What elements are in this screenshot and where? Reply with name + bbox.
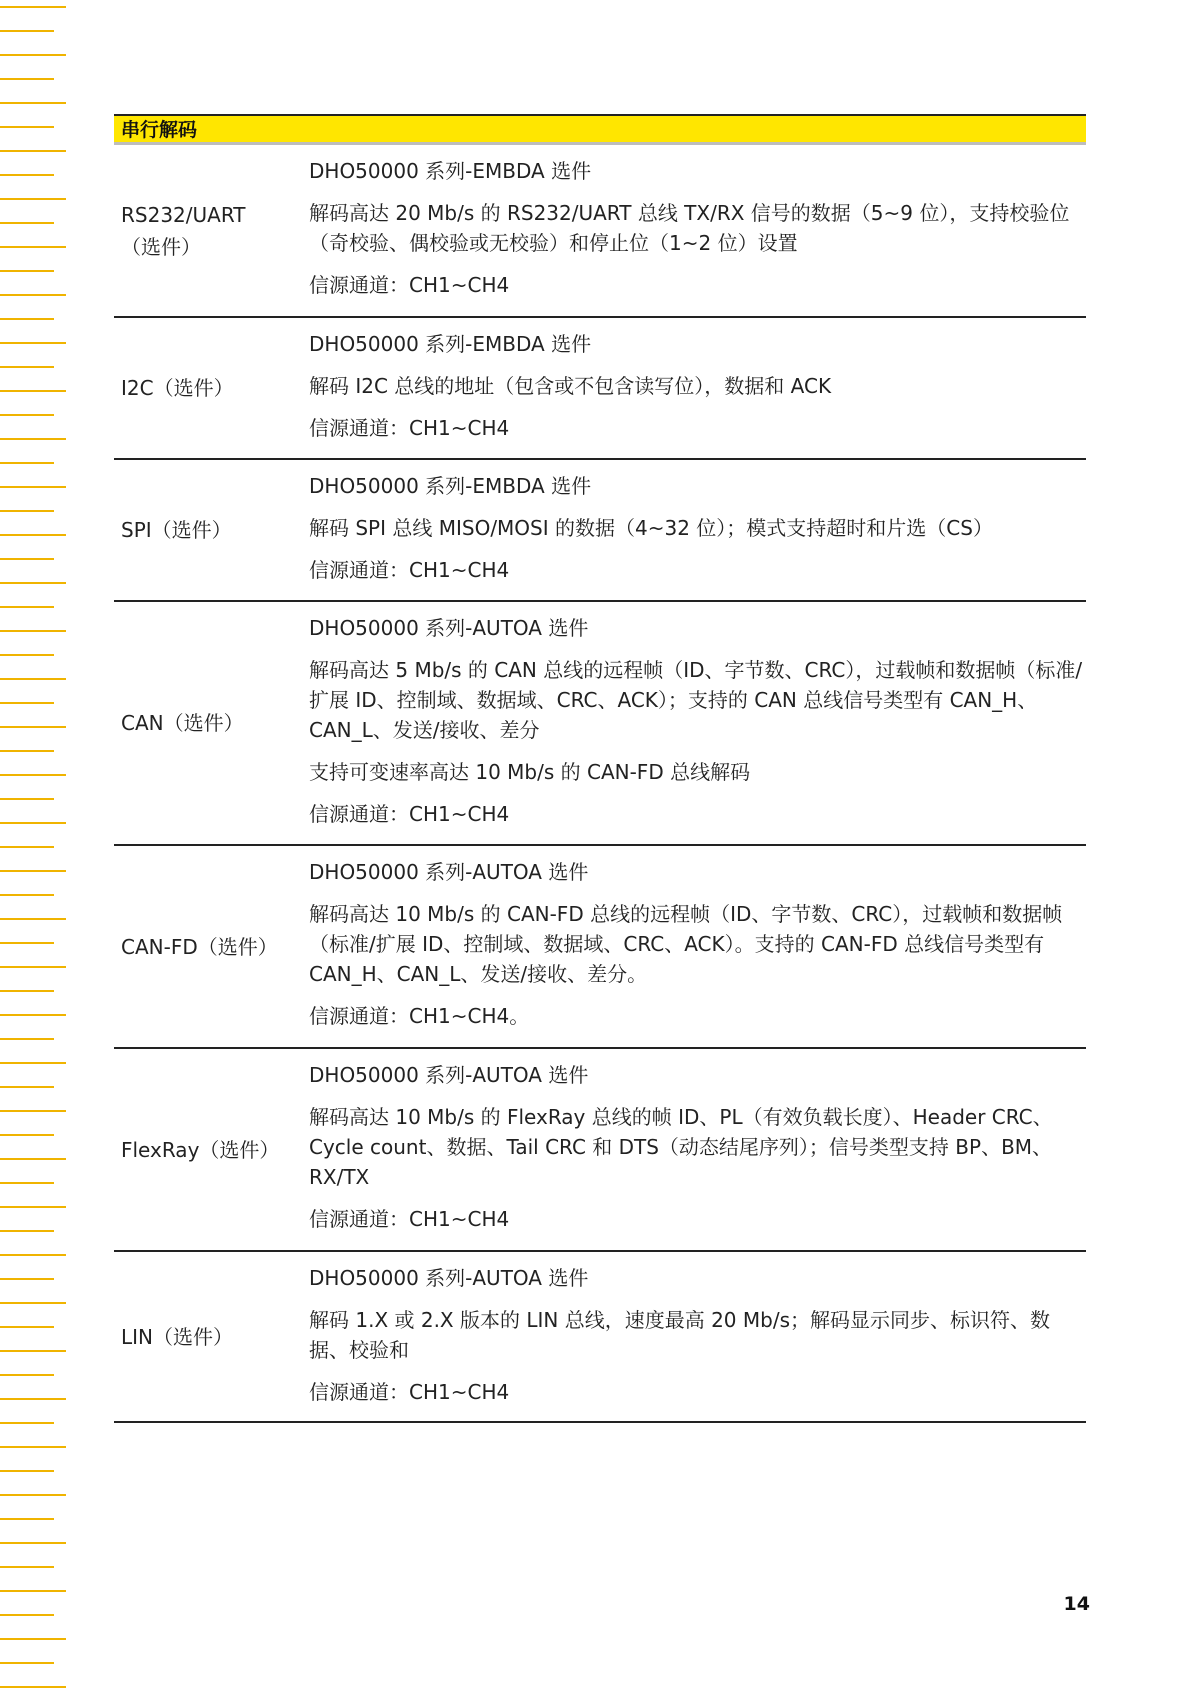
table-row [114, 1049, 1086, 1252]
margin-stripe [0, 270, 54, 272]
margin-stripe [0, 102, 66, 104]
margin-stripe [0, 30, 54, 32]
row-label-text [121, 514, 232, 546]
margin-stripe [0, 1374, 54, 1376]
margin-stripe [0, 1542, 66, 1544]
margin-stripe [0, 1662, 54, 1664]
row-paragraph: 信源通道：CH1~CH4 [309, 558, 510, 582]
row-label [114, 460, 309, 600]
row-paragraph: 信源通道：CH1~CH4 [309, 273, 510, 297]
margin-stripe [0, 630, 66, 632]
row-label-text [121, 1134, 279, 1166]
section-header: 串行解码 [114, 114, 1086, 145]
row-description [309, 1252, 1086, 1421]
margin-stripe [0, 1182, 54, 1184]
margin-stripe [0, 582, 66, 584]
row-label-line: RS232/UART [121, 202, 246, 227]
margin-stripe [0, 414, 54, 416]
margin-stripe [0, 6, 66, 8]
margin-stripe [0, 1014, 66, 1016]
margin-stripe [0, 558, 54, 560]
row-label [114, 602, 309, 844]
row-paragraph: DHO50000 系列-AUTOA 选件 [309, 1063, 589, 1087]
margin-stripe [0, 702, 54, 704]
row-paragraph: 解码高达 5 Mb/s 的 CAN 总线的远程帧（ID、字节数、CRC），过载帧和数据帧（标准/扩展 ID、控制域、数据域、CRC、ACK）；支持的 CAN 总线信号类型有 CAN_H、CAN_L、发送/接收、差分 [309, 658, 1083, 742]
margin-stripe [0, 126, 54, 128]
row-paragraph: 信源通道：CH1~CH4 [309, 1380, 510, 1404]
row-label-line: SPI（选件） [121, 518, 232, 542]
row-label-text [121, 707, 244, 739]
row-paragraph: DHO50000 系列-EMBDA 选件 [309, 159, 592, 183]
margin-stripe [0, 1470, 54, 1472]
row-paragraph: 信源通道：CH1~CH4 [309, 802, 510, 826]
margin-stripe [0, 894, 54, 896]
row-description [309, 846, 1086, 1047]
margin-stripe [0, 1062, 66, 1064]
margin-stripe [0, 1494, 66, 1496]
margin-stripe [0, 822, 66, 824]
row-label-text [121, 372, 234, 404]
row-paragraph: 信源通道：CH1~CH4。 [309, 1004, 530, 1028]
row-label [114, 1252, 309, 1421]
margin-stripe [0, 726, 66, 728]
margin-stripe [0, 966, 66, 968]
row-paragraph: DHO50000 系列-EMBDA 选件 [309, 474, 592, 498]
spec-rows [114, 145, 1086, 1423]
margin-stripe [0, 1326, 54, 1328]
row-paragraph: DHO50000 系列-AUTOA 选件 [309, 860, 589, 884]
margin-stripe [0, 1446, 66, 1448]
margin-stripe [0, 198, 66, 200]
row-label [114, 318, 309, 458]
table-row [114, 145, 1086, 318]
row-label [114, 1049, 309, 1250]
margin-stripe [0, 1254, 66, 1256]
margin-stripe [0, 174, 54, 176]
margin-stripe [0, 510, 54, 512]
margin-stripe [0, 606, 54, 608]
margin-stripe [0, 870, 66, 872]
row-paragraph: 解码 1.X 或 2.X 版本的 LIN 总线，速度最高 20 Mb/s；解码显示同步、标识符、数据、校验和 [309, 1308, 1050, 1362]
row-paragraph: DHO50000 系列-AUTOA 选件 [309, 1266, 589, 1290]
row-paragraph: 解码高达 10 Mb/s 的 FlexRay 总线的帧 ID、PL（有效负载长度）、Header CRC、Cycle count、数据、Tail CRC 和 DTS（动态结尾序列）；信号类型支持 BP、BM、RX/TX [309, 1105, 1053, 1189]
row-paragraph: 解码高达 10 Mb/s 的 CAN-FD 总线的远程帧（ID、字节数、CRC），过载帧和数据帧（标准/扩展 ID、控制域、数据域、CRC、ACK）。支持的 CAN-FD 总线信号类型有 CAN_H、CAN_L、发送/接收、差分。 [309, 902, 1063, 986]
table-row [114, 318, 1086, 460]
margin-stripe [0, 1590, 66, 1592]
margin-stripe [0, 1206, 66, 1208]
margin-stripe [0, 1686, 66, 1688]
margin-stripe [0, 366, 54, 368]
margin-stripe [0, 846, 54, 848]
margin-stripe [0, 1230, 54, 1232]
margin-stripe [0, 1134, 54, 1136]
margin-stripe [0, 246, 66, 248]
row-label-line: FlexRay（选件） [121, 1137, 280, 1162]
table-row [114, 846, 1086, 1049]
page-number: 14 [1063, 1593, 1090, 1615]
margin-stripe [0, 318, 54, 320]
row-paragraph: 解码 SPI 总线 MISO/MOSI 的数据（4~32 位）；模式支持超时和片选（CS） [309, 516, 993, 540]
margin-stripe [0, 1278, 54, 1280]
margin-stripe [0, 990, 54, 992]
margin-stripe [0, 1086, 54, 1088]
row-label-text [121, 931, 278, 963]
row-paragraph: 解码高达 20 Mb/s 的 RS232/UART 总线 TX/RX 信号的数据（5~9 位），支持校验位（奇校验、偶校验或无校验）和停止位（1~2 位）设置 [309, 201, 1070, 255]
margin-stripe [0, 1302, 66, 1304]
margin-stripe [0, 750, 54, 752]
table-row [114, 1252, 1086, 1423]
margin-stripe [0, 1614, 54, 1616]
margin-stripe [0, 1350, 66, 1352]
row-description [309, 318, 1086, 458]
margin-stripe [0, 1110, 66, 1112]
row-paragraph: DHO50000 系列-EMBDA 选件 [309, 332, 592, 356]
margin-stripes [0, 0, 70, 1696]
row-label-text [121, 1321, 233, 1353]
margin-stripe [0, 1398, 66, 1400]
margin-stripe [0, 294, 66, 296]
row-label-line: （选件） [121, 234, 201, 259]
row-description [309, 1049, 1086, 1250]
margin-stripe [0, 222, 54, 224]
margin-stripe [0, 462, 54, 464]
row-description [309, 460, 1086, 600]
margin-stripe [0, 1518, 54, 1520]
margin-stripe [0, 678, 66, 680]
row-label-text [121, 199, 245, 263]
row-label-line: I2C（选件） [121, 376, 234, 400]
row-label-line: CAN-FD（选件） [121, 934, 278, 959]
row-paragraph: 信源通道：CH1~CH4 [309, 416, 510, 440]
row-label [114, 846, 309, 1047]
margin-stripe [0, 942, 54, 944]
margin-stripe [0, 390, 66, 392]
table-row [114, 460, 1086, 602]
row-label-line: LIN（选件） [121, 1324, 234, 1349]
margin-stripe [0, 774, 66, 776]
margin-stripe [0, 54, 66, 56]
margin-stripe [0, 654, 54, 656]
margin-stripe [0, 798, 54, 800]
row-paragraph: 支持可变速率高达 10 Mb/s 的 CAN-FD 总线解码 [309, 760, 751, 784]
margin-stripe [0, 150, 66, 152]
spec-table [114, 114, 1086, 1423]
margin-stripe [0, 486, 66, 488]
margin-stripe [0, 438, 66, 440]
margin-stripe [0, 342, 66, 344]
table-row [114, 602, 1086, 846]
row-label [114, 145, 309, 316]
margin-stripe [0, 1566, 54, 1568]
row-description [309, 602, 1086, 844]
row-paragraph: DHO50000 系列-AUTOA 选件 [309, 616, 589, 640]
margin-stripe [0, 1638, 66, 1640]
row-paragraph: 信源通道：CH1~CH4 [309, 1207, 510, 1231]
row-paragraph: 解码 I2C 总线的地址（包含或不包含读写位），数据和 ACK [309, 374, 832, 398]
margin-stripe [0, 918, 66, 920]
margin-stripe [0, 1422, 54, 1424]
margin-stripe [0, 1158, 66, 1160]
margin-stripe [0, 1038, 54, 1040]
row-description [309, 145, 1086, 316]
margin-stripe [0, 534, 66, 536]
margin-stripe [0, 78, 54, 80]
row-label-line: CAN（选件） [121, 711, 244, 735]
